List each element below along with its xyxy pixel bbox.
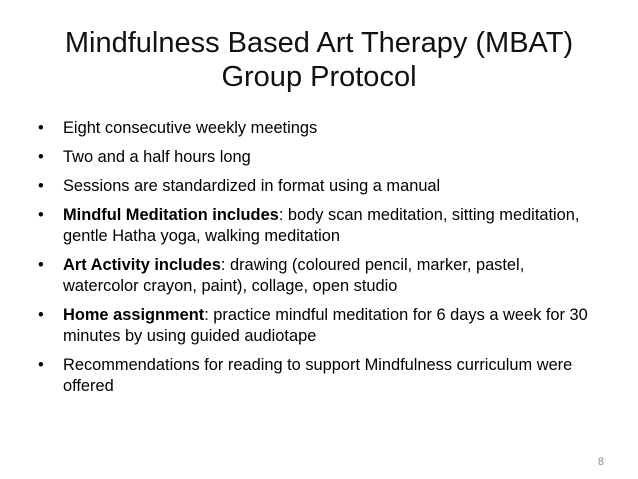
- slide-title: [30, 26, 608, 94]
- bullet-text: Eight consecutive weekly meetings: [63, 119, 318, 137]
- bullet-item: [38, 305, 598, 347]
- bullet-marker: •: [38, 256, 44, 274]
- bullet-item: [38, 118, 598, 139]
- bullet-marker: •: [38, 206, 44, 224]
- bullet-text: Sessions are standardized in format using a manual: [63, 177, 441, 195]
- slide-title-line-2: Group Protocol: [221, 61, 417, 93]
- bullet-item: [38, 176, 598, 197]
- bullet-bold-lead: Mindful Meditation includes: [63, 206, 279, 224]
- bullet-marker: •: [38, 177, 44, 195]
- bullet-bold-lead: Home assignment: [63, 306, 205, 324]
- bullet-bold-lead: Art Activity includes: [63, 256, 221, 274]
- bullet-marker: •: [38, 148, 44, 166]
- bullet-list: [38, 118, 598, 405]
- bullet-text: : body scan meditation, sitting meditation, gentle Hatha yoga, walking meditation: [63, 206, 580, 245]
- bullet-text: Recommendations for reading to support Mindfulness curriculum were offered: [63, 356, 573, 395]
- bullet-text: Two and a half hours long: [63, 148, 251, 166]
- bullet-item: [38, 147, 598, 168]
- bullet-marker: •: [38, 306, 44, 324]
- bullet-marker: •: [38, 119, 44, 137]
- bullet-item: [38, 255, 598, 297]
- bullet-marker: •: [38, 356, 44, 374]
- bullet-text: : practice mindful meditation for 6 days a week for 30 minutes by using guided audiotape: [63, 306, 588, 345]
- slide-title-line-1: Mindfulness Based Art Therapy (MBAT): [64, 27, 574, 59]
- bullet-item: [38, 355, 598, 397]
- page-number: 8: [597, 456, 604, 468]
- bullet-item: [38, 205, 598, 247]
- bullet-text: : drawing (coloured pencil, marker, pastel, watercolor crayon, paint), collage, open studio: [63, 256, 525, 295]
